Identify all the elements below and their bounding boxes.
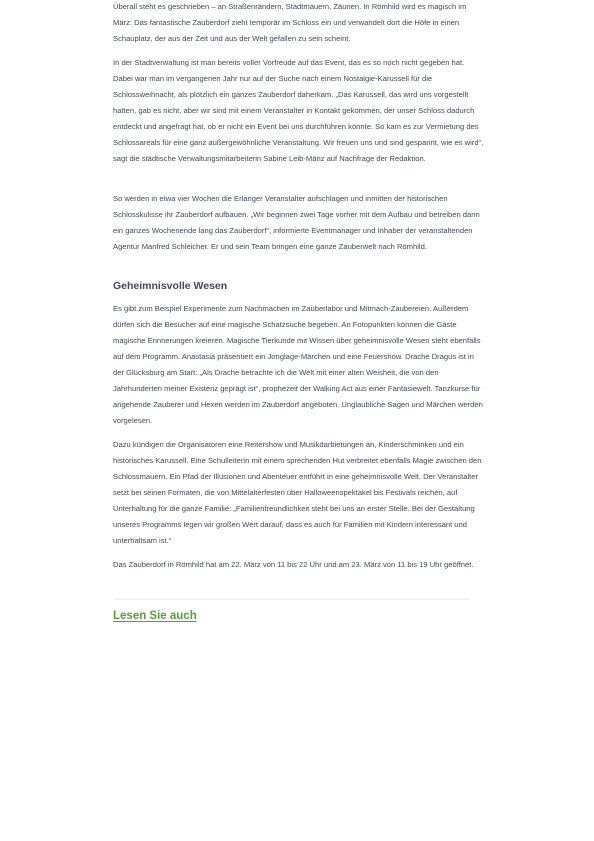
- article-paragraph-4: Es gibt zum Beispiel Experimente zum Nachmachen im Zauberlabor und Mitmach-Zaubereien. Außerdem dürfen sich die Besucher auf eine magische Schatzsuche begeben. An Fotopunkten können die Gäste magische Erinnerungen kreieren. Magische Tierkunde mit Wissen über geheimnisvolle Wesen steht ebenfalls auf dem Programm. Anastasia präsentiert ein Jonglage-Märchen und eine Feuershow. Drache Dragus ist in der Glücksburg am Start: „Als Drache betrachte ich die Welt mit einer alten Weisheit, die von den Jahrhunderten meiner Existenz geprägt ist“, prophezeit der Walking Act aus einer Fantasiewelt. Tanzkurse für angehende Zauberer und Hexen werden im Zauberdorf angeboten. Unglaubliche Sagen und Märchen werden vorgelesen.: [113, 304, 483, 425]
- section-divider: [113, 599, 471, 600]
- article-paragraph-6: Das Zauberdorf in Römhild hat am 22. März von 11 bis 22 Uhr und am 23. März von 11 bis 19 Uhr geöffnet.: [113, 560, 474, 569]
- article-paragraph-2: In der Stadtverwaltung ist man bereits voller Vorfreude auf das Event, das es so noch nicht gegeben hat. Dabei war man im vergangenen Jahr nur auf der Suche nach einem Nostalgie-Karussell für die Schlossweihnacht, als plötzlich ein ganzes Zauberdorf daherkam. „Das Karussell, das wird uns vorgestellt hatten, gab es nicht, aber wir sind mit einem Veranstalter in Kontakt gekommen, der unser Schloss dadurch entdeckt und angefragt hat, ob er nicht ein Event bei uns durchführen könnte. So kam es zur Vermietung des Schlossareals für eine ganz außergewöhnliche Veranstaltung. Wir freuen uns und sind gespannt, wie es wird“, sagt die städtische Verwaltungsmitarbeiterin Sabine Leib-Mänz auf Nachfrage der Redaktion.: [113, 58, 484, 163]
- related-articles-link[interactable]: Lesen Sie auch: [113, 610, 197, 622]
- article-paragraph-1: Überall steht es geschrieben – an Straßenrändern, Stadtmauern, Zäunen. In Römhild wird es magisch im März: Das fantastische Zauberdorf zieht temporär im Schloss ein und verwandelt dort die Höfe in einen Schauplatz, der aus der Zeit und aus der Welt gefallen zu sein scheint.: [113, 2, 467, 43]
- article-paragraph-5: Dazu kündigen die Organisatoren eine Reitershow und Musikdarbietungen an, Kinderschminken und ein historisches Karussell. Eine Schulleiterin mit einem sprechenden Hut verbreitet ebenfalls Magie zwischen den Schlossmauern. Ein Pfad der Illusionen und Abenteuer entführt in eine geheimnisvolle Welt. Der Veranstalter setzt bei seinen Formaten, die von Mittelalterfesten über Halloweenspektakel bis Festivals reichen, auf Unterhaltung für die ganze Familie: „Familienfreundlichkeit steht bei uns an erster Stelle. Bei der Gestaltung unseres Programms legen wir großen Wert darauf, dass es auch für Familien mit Kindern interessant und unterhaltsam ist.“: [113, 440, 482, 545]
- article-paragraph-3: So werden in etwa vier Wochen die Erlanger Veranstalter aufschlagen und inmitten der historischen Schlosskulisse ihr Zauberdorf aufbauen. „Wir beginnen zwei Tage vorher mit dem Aufbau und betreiben dann ein ganzes Wochenende lang das Zauberdorf“, informierte Eventmanager und Inhaber der veranstaltenden Agentur Manfred Schleicher. Er und sein Team bringen eine ganze Zauberwelt nach Römhild.: [113, 194, 480, 251]
- section-heading: Geheimnisvolle Wesen: [113, 280, 228, 292]
